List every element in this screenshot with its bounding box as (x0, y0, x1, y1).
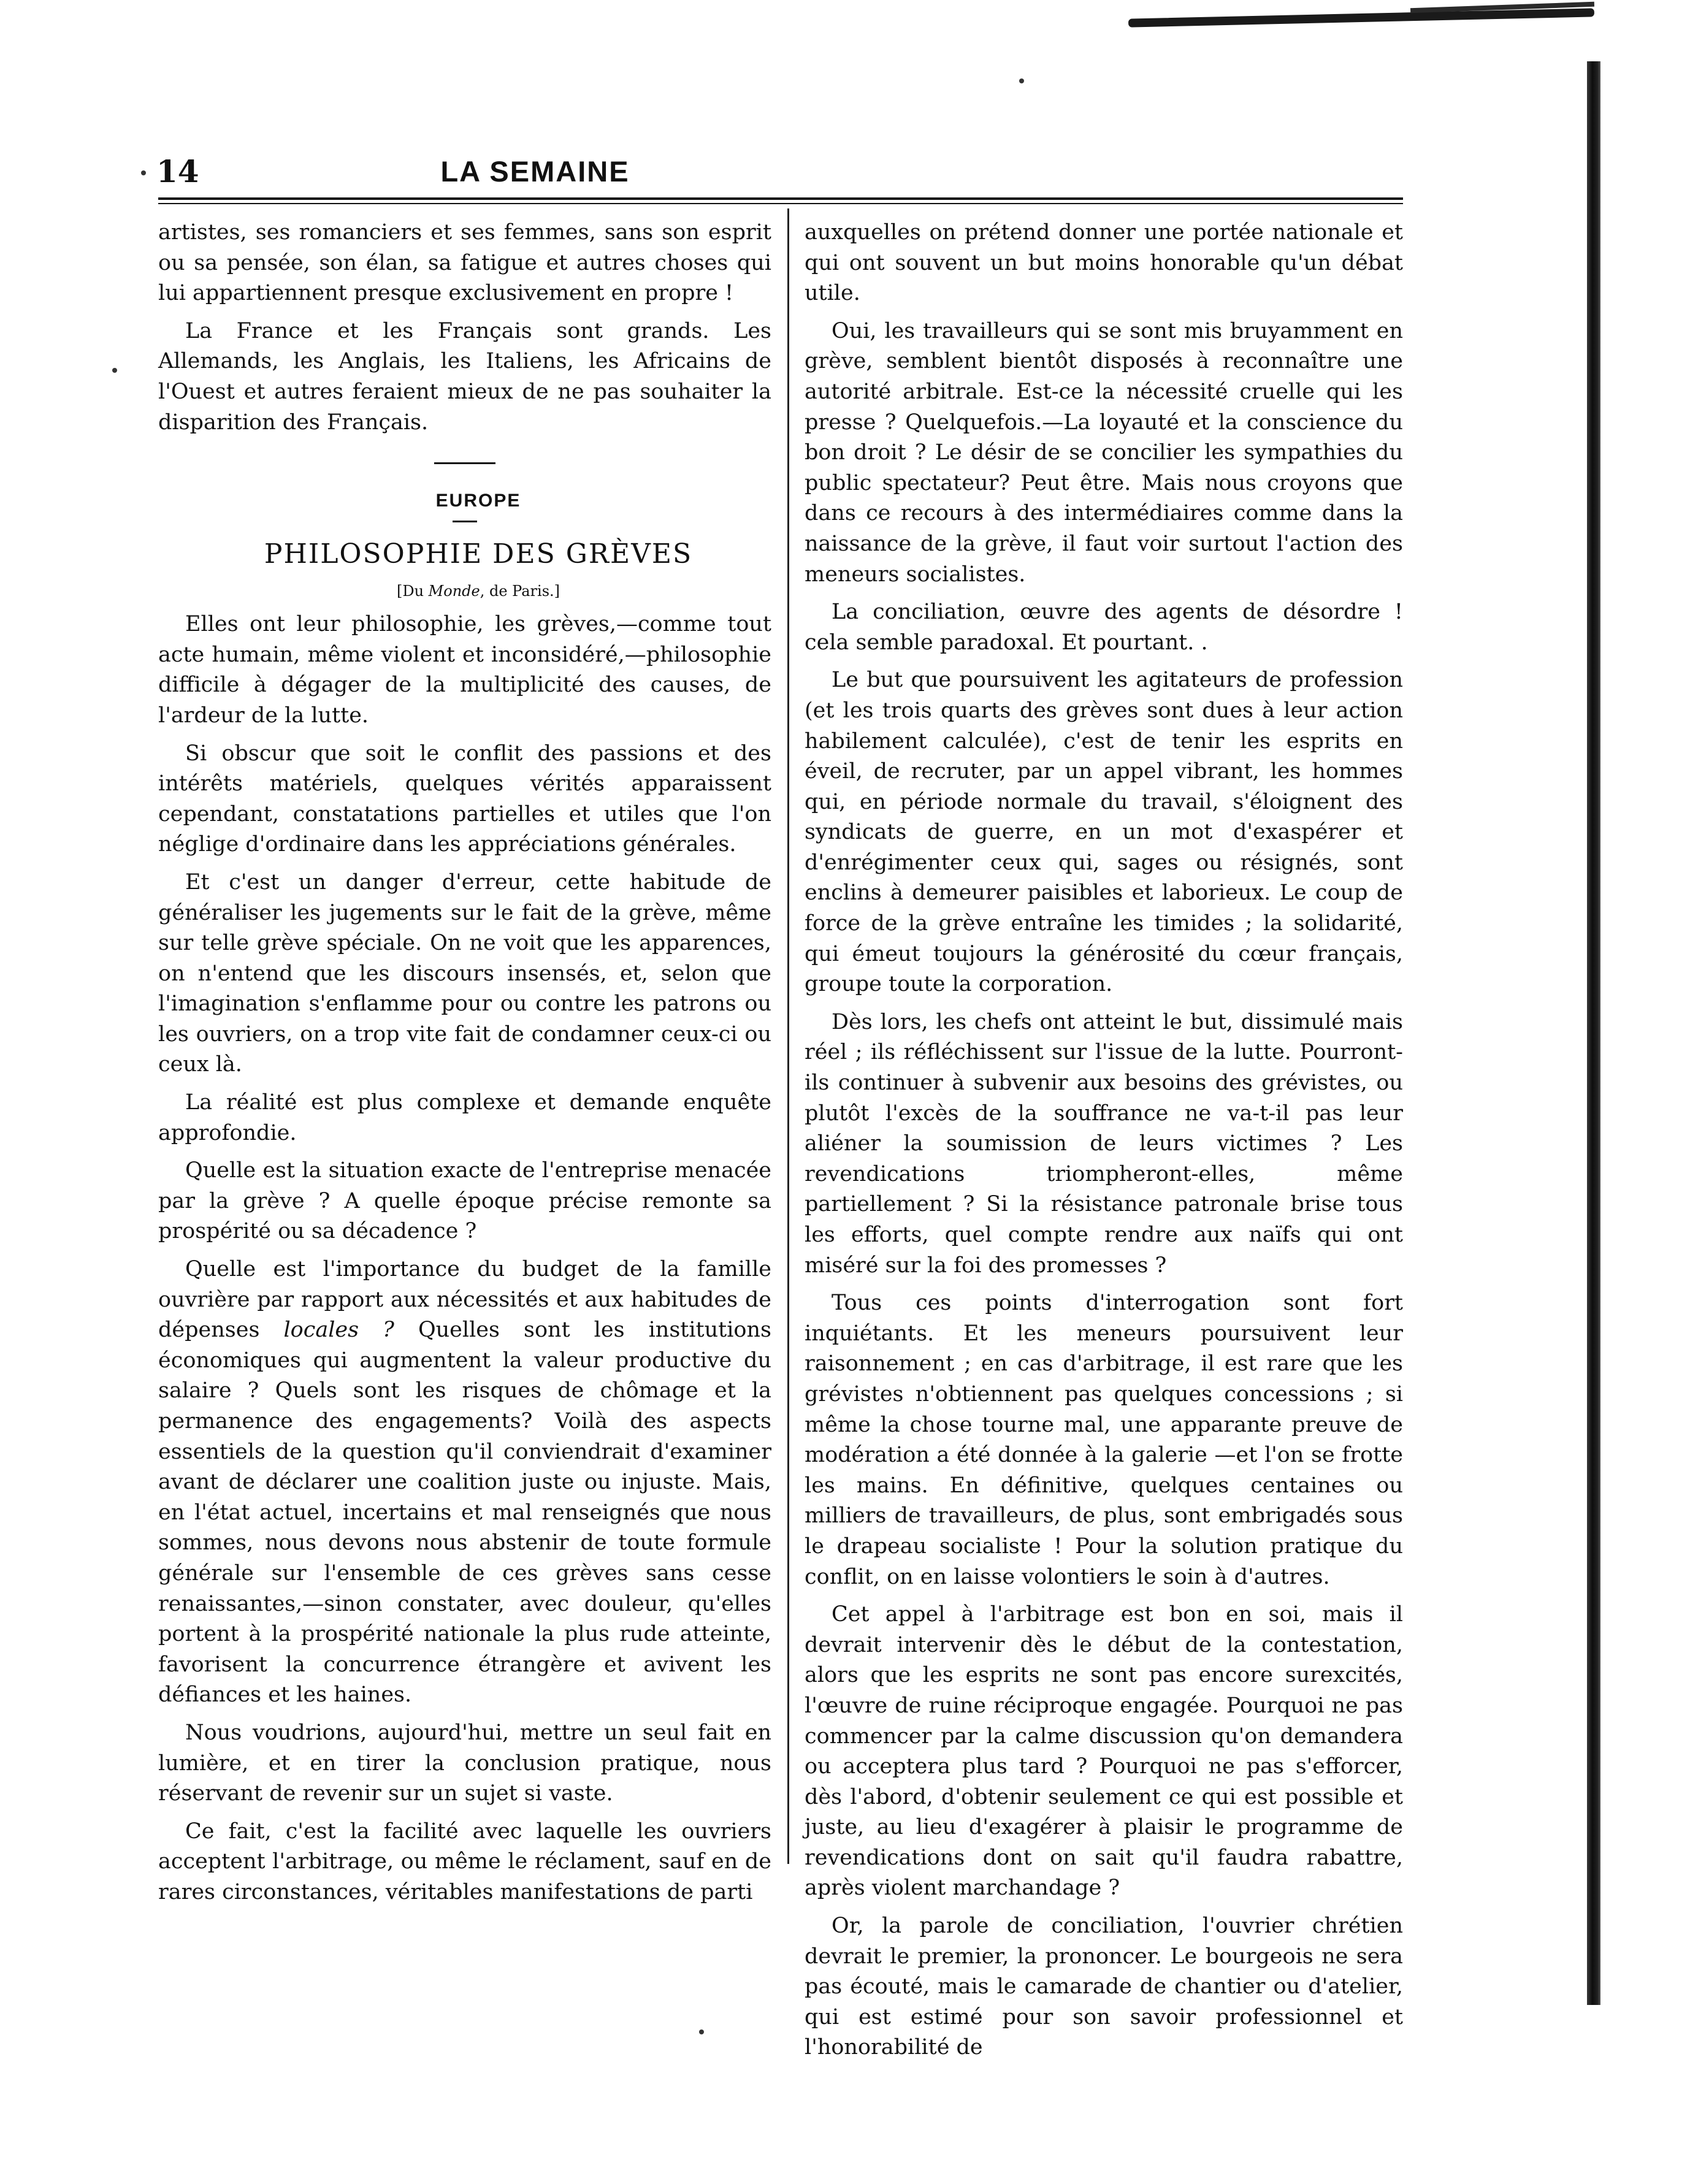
right-column (805, 218, 1403, 2071)
text-run: Quelles sont les institutions économiques qui augmentent la valeur productive du salaire ? Quels sont les risques de chômage et la permanence des engagements? Voilà des aspects essentiels de la question qu'il conviendrait d'examiner avant de déclarer une coalition juste ou injuste. Mais, en l'état actuel, incertains et mal renseignés que nous sommes, nous devons nous abstenir de toute formule générale sur l'ensemble de ces grèves sans cesse renaissantes,—sinon constater, avec douleur, qu'elles portent à la prospérité nationale la plus rude atteinte, favorisent la concurrence étrangère et avivent les défiances et les haines. (158, 1318, 771, 1708)
paragraph: Et c'est un danger d'erreur, cette habitude de généraliser les jugements sur le fait de la grève, même sur telle grève spéciale. On ne voit que les apparences, on n'entend que les discours insensés, et, selon que l'imagination s'enflamme pour ou contre les patrons ou les ouvriers, on a trop vite fait de condamner ceux-ci ou ceux là. (158, 869, 771, 1077)
source-prefix: [Du (396, 582, 429, 600)
italic-run: locales ? (283, 1318, 394, 1343)
speck (1019, 78, 1024, 83)
paragraph: Tous ces points d'interrogation sont fort inquiétants. Et les meneurs poursuivent leur raisonnement ; en cas d'arbitrage, il est rare que les grévistes n'obtiennent pas quelques concessions ; si même la chose tourne mal, une apparante preuve de modération a été donnée à la galerie —et l'on se frotte les mains. En définitive, quelques centaines ou milliers de travailleurs, de plus, sont embrigadés sous le drapeau socialiste ! Pour la solution pratique du conflit, on en laisse volontiers le soin à d'autres. (805, 1291, 1403, 1589)
text-run: Quelle est l'importance du budget de la famille ouvrière par rapport aux nécessités et aux habitudes de dépenses (158, 1257, 771, 1343)
scan-artifact-top (1128, 8, 1594, 27)
heading-rule (453, 521, 477, 522)
article-title: PHILOSOPHIE DES GRÈVES (264, 538, 693, 570)
paragraph: artistes, ses romanciers et ses femmes, sans son esprit ou sa pensée, son élan, sa fatigue et autres choses qui lui appartiennent presque exclusivement en propre ! (158, 220, 771, 306)
header-rule (158, 197, 1403, 204)
paragraph: Quelle est la situation exacte de l'entreprise menacée par la grève ? A quelle époque précise remonte sa prospérité ou sa décadence ? (158, 1158, 771, 1244)
paragraph: Le but que poursuivent les agitateurs de profession (et les trois quarts des grèves sont dues à leur action habilement calculée), c'est de tenir les esprits en éveil, de recruter, par un appel vibrant, les hommes qui, en période normale du travail, s'éloignent des syndicats de guerre, en un mot d'exaspérer et d'enrégimenter ceux qui, sages ou résignés, sont enclins à demeurer paisibles et laborieux. Le coup de force de la grève entraîne les timides ; la solidarité, qui émeut toujours la générosité du cœur français, groupe toute la corporation. (805, 668, 1403, 997)
source-name: Monde (428, 582, 480, 600)
paragraph: Ce fait, c'est la facilité avec laquelle les ouvriers acceptent l'arbitrage, ou même le réclament, sauf en de rares circonstances, véritables manifestations de parti (158, 1819, 771, 1904)
paragraph: Nous voudrions, aujourd'hui, mettre un seul fait en lumière, et en tirer la conclusion pratique, nous réservant de revenir sur un sujet si vaste. (158, 1720, 771, 1806)
paragraph: Cet appel à l'arbitrage est bon en soi, mais il devrait intervenir dès le début de la contestation, alors que les esprits ne sont pas encore surexcités, l'œuvre de ruine réciproque engagée. Pourquoi ne pas commencer par la calme discussion qu'on demandera ou acceptera plus tard ? Pourquoi ne pas s'efforcer, dès l'abord, d'obtenir seulement ce qui est possible et juste, au lieu d'exagérer à plaisir le programme de revendications dont on sait qu'il faudra rabattre, après violent marchandage ? (805, 1602, 1403, 1901)
section-heading: EUROPE (435, 491, 521, 511)
article-source (158, 580, 771, 602)
running-title: LA SEMAINE (440, 155, 630, 188)
paragraph: Or, la parole de conciliation, l'ouvrier chrétien devrait le premier, la prononcer. Le bourgeois ne sera pas écouté, mais le camarade de chantier ou d'atelier, qui est estimé pour son savoir professionnel et l'honorabilité de (805, 1914, 1403, 2060)
source-suffix: , de Paris.] (480, 582, 560, 600)
paragraph: La réalité est plus complexe et demande enquête approfondie. (158, 1090, 771, 1145)
scan-page-edge (1587, 61, 1600, 2005)
left-column (158, 218, 771, 1915)
page-header (156, 153, 914, 196)
paragraph: La France et les Français sont grands. Les Allemands, les Anglais, les Italiens, les Africains de l'Ouest et autres feraient mieux de ne pas souhaiter la disparition des Français. (158, 318, 771, 435)
paragraph: Oui, les travailleurs qui se sont mis bruyamment en grève, semblent bientôt disposés à reconnaître une autorité arbitrale. Est-ce la nécessité cruelle qui les presse ? Quelquefois.—La loyauté et la conscience du bon droit ? Le désir de se concilier les sympathies du public spectateur? Peut être. Mais nous croyons que dans ce recours à des intermédiaires comme dans la naissance de la grève, il faut voir surtout l'action des meneurs socialistes. (805, 318, 1403, 587)
speck (112, 368, 117, 373)
column-divider (787, 208, 789, 1864)
paragraph (158, 1254, 771, 1711)
paragraph: Dès lors, les chefs ont atteint le but, dissimulé mais réel ; ils réfléchissent sur l'issue de la lutte. Pourront-ils continuer à subvenir aux besoins des grévistes, ou plutôt l'excès de la souffrance ne va-t-il pas leur aliéner la soumission de leurs victimes ? Les revendications triompheront-elles, même partiellement ? Si la résistance patronale brise tous les efforts, quel compte rendre aux naïfs qui ont miséré sur la foi des promesses ? (805, 1009, 1403, 1278)
section-separator (434, 462, 495, 464)
page-number: 14 (156, 153, 199, 189)
speck (699, 2029, 704, 2034)
paragraph: La conciliation, œuvre des agents de désordre ! cela semble paradoxal. Et pourtant. . (805, 600, 1403, 655)
speck (141, 170, 146, 175)
paragraph: Elles ont leur philosophie, les grèves,—comme tout acte humain, même violent et inconsidéré,—philosophie difficile à dégager de la multiplicité des causes, de l'ardeur de la lutte. (158, 612, 771, 728)
paragraph: auxquelles on prétend donner une portée nationale et qui ont souvent un but moins honorable qu'un débat utile. (805, 220, 1403, 306)
paragraph: Si obscur que soit le conflit des passions et des intérêts matériels, quelques vérités apparaissent cependant, constatations partielles et utiles que l'on néglige d'ordinaire dans les appréciations générales. (158, 741, 771, 857)
